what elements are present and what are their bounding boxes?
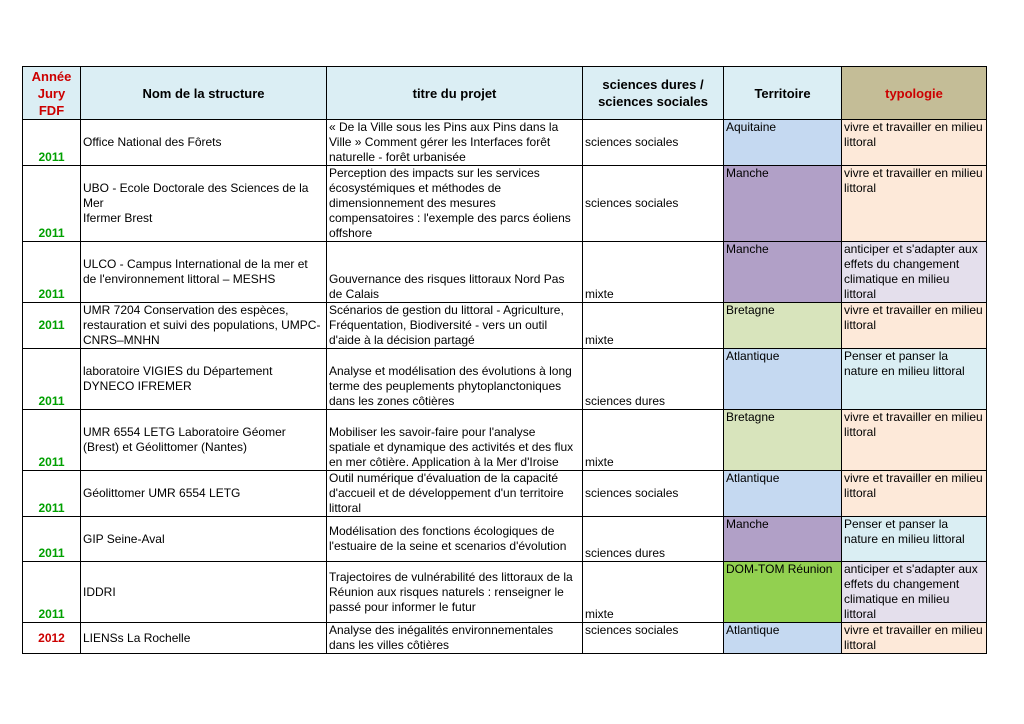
table-row bbox=[23, 349, 987, 410]
structure-cell: Géolittomer UMR 6554 LETG bbox=[81, 471, 327, 517]
territory-cell: Aquitaine bbox=[724, 120, 842, 166]
header-science: sciences dures / sciences sociales bbox=[583, 67, 724, 120]
structure-cell: GIP Seine-Aval bbox=[81, 517, 327, 562]
year-cell: 2011 bbox=[23, 471, 81, 517]
year-cell: 2011 bbox=[23, 303, 81, 349]
table-row bbox=[23, 471, 987, 517]
title-cell: Mobiliser les savoir-faire pour l'analyse spatiale et dynamique des activités et des flux en mer côtière. Application à la Mer d'Iroise bbox=[327, 410, 583, 471]
science-cell: sciences sociales bbox=[583, 120, 724, 166]
science-cell: sciences sociales bbox=[583, 166, 724, 242]
territory-cell: Atlantique bbox=[724, 471, 842, 517]
title-cell: Perception des impacts sur les services écosystémiques et méthodes de dimensionnement des mesures compensatoires : l'exemple des parcs éoliens offshore bbox=[327, 166, 583, 242]
typology-cell: Penser et panser la nature en milieu littoral bbox=[842, 517, 987, 562]
year-cell: 2011 bbox=[23, 349, 81, 410]
table-row bbox=[23, 303, 987, 349]
typology-cell: Penser et panser la nature en milieu littoral bbox=[842, 349, 987, 410]
table-row bbox=[23, 623, 987, 654]
title-cell: Gouvernance des risques littoraux Nord Pas de Calais bbox=[327, 242, 583, 303]
science-cell: sciences dures bbox=[583, 517, 724, 562]
science-cell: sciences dures bbox=[583, 349, 724, 410]
header-territory: Territoire bbox=[724, 67, 842, 120]
year-cell: 2011 bbox=[23, 120, 81, 166]
science-cell: mixte bbox=[583, 303, 724, 349]
territory-cell: Manche bbox=[724, 517, 842, 562]
science-cell: mixte bbox=[583, 410, 724, 471]
header-typology: typologie bbox=[842, 67, 987, 120]
science-cell: mixte bbox=[583, 562, 724, 623]
typology-cell: anticiper et s'adapter aux effets du changement climatique en milieu littoral bbox=[842, 242, 987, 303]
typology-cell: anticiper et s'adapter aux effets du changement climatique en milieu littoral bbox=[842, 562, 987, 623]
year-cell: 2011 bbox=[23, 517, 81, 562]
title-cell: Outil numérique d'évaluation de la capacité d'accueil et de développement d'un territoire littoral bbox=[327, 471, 583, 517]
year-cell: 2011 bbox=[23, 562, 81, 623]
year-cell: 2012 bbox=[23, 623, 81, 654]
structure-cell: ULCO - Campus International de la mer et de l'environnement littoral – MESHS bbox=[81, 242, 327, 303]
table-row bbox=[23, 517, 987, 562]
science-cell: mixte bbox=[583, 242, 724, 303]
territory-cell: Manche bbox=[724, 242, 842, 303]
table-row bbox=[23, 410, 987, 471]
typology-cell: vivre et travailler en milieu littoral bbox=[842, 471, 987, 517]
typology-cell: vivre et travailler en milieu littoral bbox=[842, 623, 987, 654]
table-row bbox=[23, 166, 987, 242]
title-cell: Analyse des inégalités environnementales dans les villes côtières bbox=[327, 623, 583, 654]
header-row bbox=[23, 67, 987, 120]
table-row bbox=[23, 562, 987, 623]
territory-cell: DOM-TOM Réunion bbox=[724, 562, 842, 623]
projects-table bbox=[22, 66, 987, 654]
title-cell: Trajectoires de vulnérabilité des littoraux de la Réunion aux risques naturels : renseigner le passé pour informer le futur bbox=[327, 562, 583, 623]
year-cell: 2011 bbox=[23, 410, 81, 471]
typology-cell: vivre et travailler en milieu littoral bbox=[842, 166, 987, 242]
table-row bbox=[23, 242, 987, 303]
structure-cell: Office National des Fôrets bbox=[81, 120, 327, 166]
typology-cell: vivre et travailler en milieu littoral bbox=[842, 410, 987, 471]
title-cell: Scénarios de gestion du littoral - Agriculture, Fréquentation, Biodiversité - vers un outil d'aide à la décision partagé bbox=[327, 303, 583, 349]
structure-cell: UBO - Ecole Doctorale des Sciences de la Mer Ifermer Brest bbox=[81, 166, 327, 242]
header-title: titre du projet bbox=[327, 67, 583, 120]
structure-cell: laboratoire VIGIES du Département DYNECO IFREMER bbox=[81, 349, 327, 410]
title-cell: Analyse et modélisation des évolutions à long terme des peuplements phytoplanctoniques dans les zones côtières bbox=[327, 349, 583, 410]
title-cell: Modélisation des fonctions écologiques de l'estuaire de la seine et scenarios d'évolution bbox=[327, 517, 583, 562]
table-row bbox=[23, 120, 987, 166]
structure-cell: LIENSs La Rochelle bbox=[81, 623, 327, 654]
territory-cell: Atlantique bbox=[724, 623, 842, 654]
territory-cell: Bretagne bbox=[724, 410, 842, 471]
territory-cell: Bretagne bbox=[724, 303, 842, 349]
structure-cell: IDDRI bbox=[81, 562, 327, 623]
territory-cell: Atlantique bbox=[724, 349, 842, 410]
territory-cell: Manche bbox=[724, 166, 842, 242]
year-cell: 2011 bbox=[23, 166, 81, 242]
structure-cell: UMR 7204 Conservation des espèces, restauration et suivi des populations, UMPC-CNRS–MNHN bbox=[81, 303, 327, 349]
typology-cell: vivre et travailler en milieu littoral bbox=[842, 303, 987, 349]
science-cell: sciences sociales bbox=[583, 471, 724, 517]
header-year: Année Jury FDF bbox=[23, 67, 81, 120]
structure-cell: UMR 6554 LETG Laboratoire Géomer (Brest) et Géolittomer (Nantes) bbox=[81, 410, 327, 471]
typology-cell: vivre et travailler en milieu littoral bbox=[842, 120, 987, 166]
science-cell: sciences sociales bbox=[583, 623, 724, 654]
title-cell: « De la Ville sous les Pins aux Pins dans la Ville » Comment gérer les Interfaces forêt naturelle - forêt urbanisée bbox=[327, 120, 583, 166]
header-structure: Nom de la structure bbox=[81, 67, 327, 120]
year-cell: 2011 bbox=[23, 242, 81, 303]
